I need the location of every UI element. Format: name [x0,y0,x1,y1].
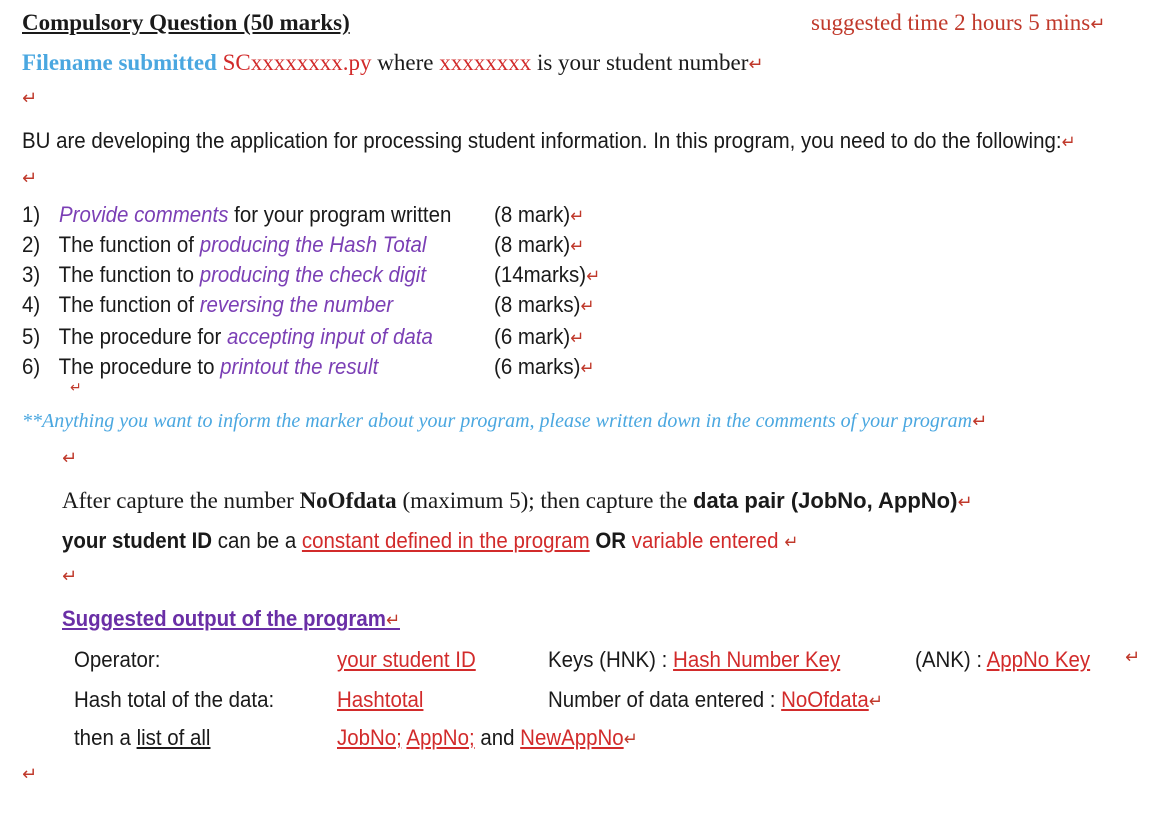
task-number: 2) [22,232,41,257]
return-mark: ↵ [1061,132,1076,153]
return-mark: ↵ [385,610,400,631]
task-marks: (14marks)↵ [494,262,601,287]
list-prefix: then a [74,725,137,750]
jobno-value[interactable]: JobNo; [337,725,402,750]
hnk-value[interactable]: Hash Number Key [673,647,841,672]
newappno-value[interactable]: NewAppNo [520,725,624,750]
or-term: OR [589,528,632,553]
capture-line-2 [62,528,798,554]
student-id-term: your student ID [62,528,213,553]
filename-where: where [377,50,434,75]
task-marks: (8 mark)↵ [494,232,585,257]
intro-paragraph [22,128,1076,154]
capture-text: can be a [212,528,302,553]
task-item [22,324,433,350]
return-mark: ↵ [623,729,638,750]
task-highlight: printout the result [220,354,379,379]
task-suffix: for your program written [228,202,452,227]
task-number: 5) [22,324,41,349]
task-item [22,292,393,318]
task-highlight: reversing the number [199,292,394,317]
return-mark: ↵ [972,411,988,432]
task-prefix: The procedure for [58,324,227,349]
hashtotal-value[interactable]: Hashtotal [337,687,424,712]
capture-text: After capture the number [62,488,300,513]
task-highlight: producing the Hash Total [199,232,427,257]
return-mark: ↵ [868,691,883,712]
list-values-group [337,725,638,751]
and-text: and [474,725,521,750]
filename-suffix: is your student number [536,50,749,75]
return-mark: ↵ [748,54,764,75]
task-number: 1) [22,202,41,227]
task-item [22,202,451,228]
capture-text: (maximum 5); then capture the [396,488,694,513]
task-marks: (8 marks)↵ [494,292,595,317]
task-marks: (8 mark)↵ [494,202,585,227]
suggested-time-text: suggested time 2 hours 5 mins [811,10,1091,35]
list-of-all-link[interactable]: list of all [136,725,211,750]
return-mark: ↵ [22,88,38,109]
hnk-label-group [548,647,840,673]
appno-value[interactable]: AppNo; [406,725,475,750]
capture-line-1 [62,488,973,514]
hashtotal-label: Hash total of the data: [74,687,275,712]
task-marks: (6 mark)↵ [494,324,585,349]
return-mark: ↵ [957,492,973,513]
task-prefix: The function of [58,232,200,257]
suggested-time [811,10,1105,36]
return-mark: ↵ [22,168,38,189]
return-mark: ↵ [62,566,78,587]
return-mark: ↵ [784,532,799,553]
marker-note [22,410,987,433]
task-number: 6) [22,354,41,379]
task-prefix: The function of [58,292,200,317]
task-item [22,262,426,288]
task-prefix: The procedure to [58,354,221,379]
task-highlight: producing the check digit [199,262,427,287]
task-highlight: accepting input of data [226,324,433,349]
return-mark: ↵ [22,764,38,785]
count-value[interactable]: NoOfdata [781,687,869,712]
task-number: 3) [22,262,41,287]
constant-link[interactable]: constant defined in the program [301,528,590,553]
data-pair-term: data pair (JobNo, AppNo) [693,488,958,513]
filename-label: Filename submitted [22,50,217,75]
intro-text: BU are developing the application for processing student information. In this program, you need to do the following: [22,128,1062,153]
return-mark: ↵ [1090,14,1106,35]
task-number: 4) [22,292,41,317]
task-marks: (6 marks)↵ [494,354,595,379]
ank-label-group [915,647,1090,673]
output-heading-text: Suggested output of the program [62,606,386,631]
task-highlight: Provide comments [59,202,229,227]
count-label: Number of data entered : [548,687,782,712]
output-heading [62,606,400,632]
student-placeholder: xxxxxxxx [439,50,532,75]
variable-entered-term: variable entered [631,528,779,553]
question-title: Compulsory Question (50 marks) [22,10,350,35]
task-item [22,354,378,380]
marker-note-text: **Anything you want to inform the marker about your program, please written down in the comments of your program [22,410,973,432]
filename-value: SCxxxxxxxx.py [222,50,372,75]
return-mark: ↵ [70,380,82,396]
student-id-value[interactable]: your student ID [337,647,476,672]
count-label-group [548,687,883,713]
hnk-label: Keys (HNK) : [548,647,674,672]
filename-line [22,50,763,76]
return-mark: ↵ [1125,647,1141,668]
noofdata-term: NoOfdata [299,488,397,513]
ank-label: (ANK) : [915,647,987,672]
operator-label: Operator: [74,647,161,672]
return-mark: ↵ [62,448,78,469]
task-item [22,232,426,258]
list-label-group [74,725,210,751]
ank-value[interactable]: AppNo Key [986,647,1091,672]
task-prefix: The function to [58,262,200,287]
